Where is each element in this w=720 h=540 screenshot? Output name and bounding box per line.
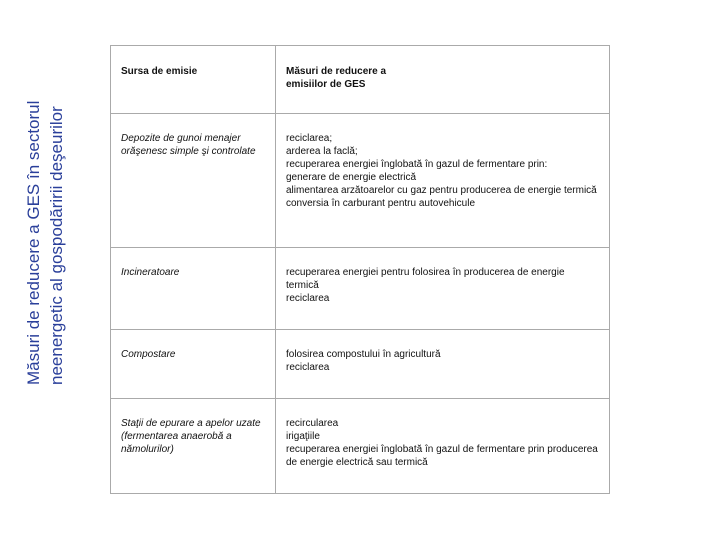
measure-item: conversia în carburant pentru autovehicule — [286, 198, 476, 209]
table-row — [111, 248, 610, 330]
measure-item: folosirea compostului în agricultură — [286, 349, 441, 360]
measures-cell — [276, 114, 610, 248]
header-source: Sursa de emisie — [111, 46, 276, 114]
measure-item: alimentarea arzătoarelor cu gaz pentru producerea de energie termică — [286, 185, 597, 196]
measure-item: reciclarea — [286, 362, 330, 373]
source-cell: Incineratoare — [111, 248, 276, 330]
title-line-2: neenergetic al gospodăririi deşeurilor — [47, 106, 66, 385]
measure-item: recuperarea energiei înglobată în gazul de fermentare prin: — [286, 159, 548, 170]
slide-title — [22, 15, 68, 385]
source-cell: Compostare — [111, 330, 276, 399]
measure-item: reciclarea; — [286, 133, 333, 144]
measure-item: arderea la faclă; — [286, 146, 358, 157]
measure-item: recuperarea energiei pentru folosirea în producerea de energie termică — [286, 267, 565, 291]
measures-cell — [276, 248, 610, 330]
table-row — [111, 114, 610, 248]
measure-item: reciclarea — [286, 293, 330, 304]
measures-cell — [276, 330, 610, 399]
measure-item: generare de energie electrică — [286, 172, 417, 183]
measure-item: irigaţiile — [286, 431, 320, 442]
table-header-row — [111, 46, 610, 114]
table-row — [111, 330, 610, 399]
header-measures: Măsuri de reducere a emisiilor de GES — [276, 46, 610, 114]
emission-measures-table — [110, 45, 610, 494]
table-row — [111, 399, 610, 494]
title-line-1: Măsuri de reducere a GES în sectorul — [24, 100, 43, 385]
measure-item: recircularea — [286, 418, 339, 429]
measures-cell — [276, 399, 610, 494]
source-cell: Depozite de gunoi menajer orăşenesc simple şi controlate — [111, 114, 276, 248]
source-cell: Staţii de epurare a apelor uzate (fermentarea anaerobă a nămolurilor) — [111, 399, 276, 494]
measure-item: recuperarea energiei înglobată în gazul de fermentare prin producerea de energie electrică sau termică — [286, 444, 598, 468]
